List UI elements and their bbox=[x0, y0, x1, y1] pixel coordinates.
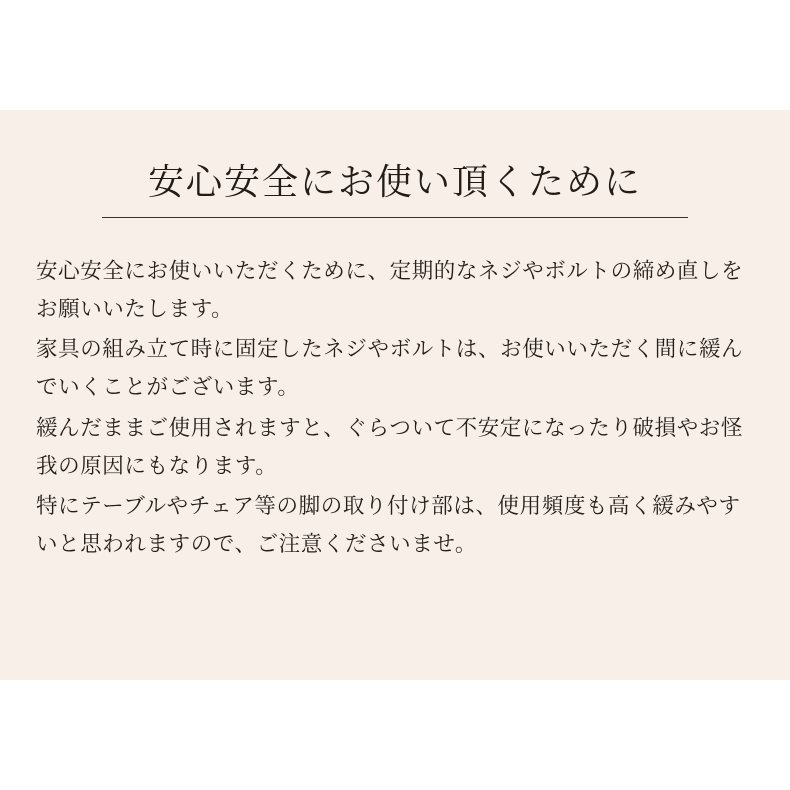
notice-paragraph: 特にテーブルやチェア等の脚の取り付け部は、使用頻度も高く緩みやすいと思われますので、ご注意くださいませ。 bbox=[36, 494, 741, 557]
notice-paragraph: 家具の組み立て時に固定したネジやボルトは、お使いいただく間に緩んでいくことがございます。 bbox=[36, 337, 744, 400]
notice-paragraph: 緩んだままご使用されますと、ぐらついて不安定になったり破損やお怪我の原因にもなります。 bbox=[36, 415, 743, 478]
notice-paragraph: 安心安全にお使いいただくために、定期的なネジやボルトの締め直しをお願いいたします。 bbox=[36, 258, 744, 321]
notice-content bbox=[36, 158, 754, 566]
notice-panel bbox=[0, 110, 790, 680]
page-title: 安心安全にお使い頂くために bbox=[102, 158, 688, 218]
notice-body bbox=[36, 252, 754, 564]
